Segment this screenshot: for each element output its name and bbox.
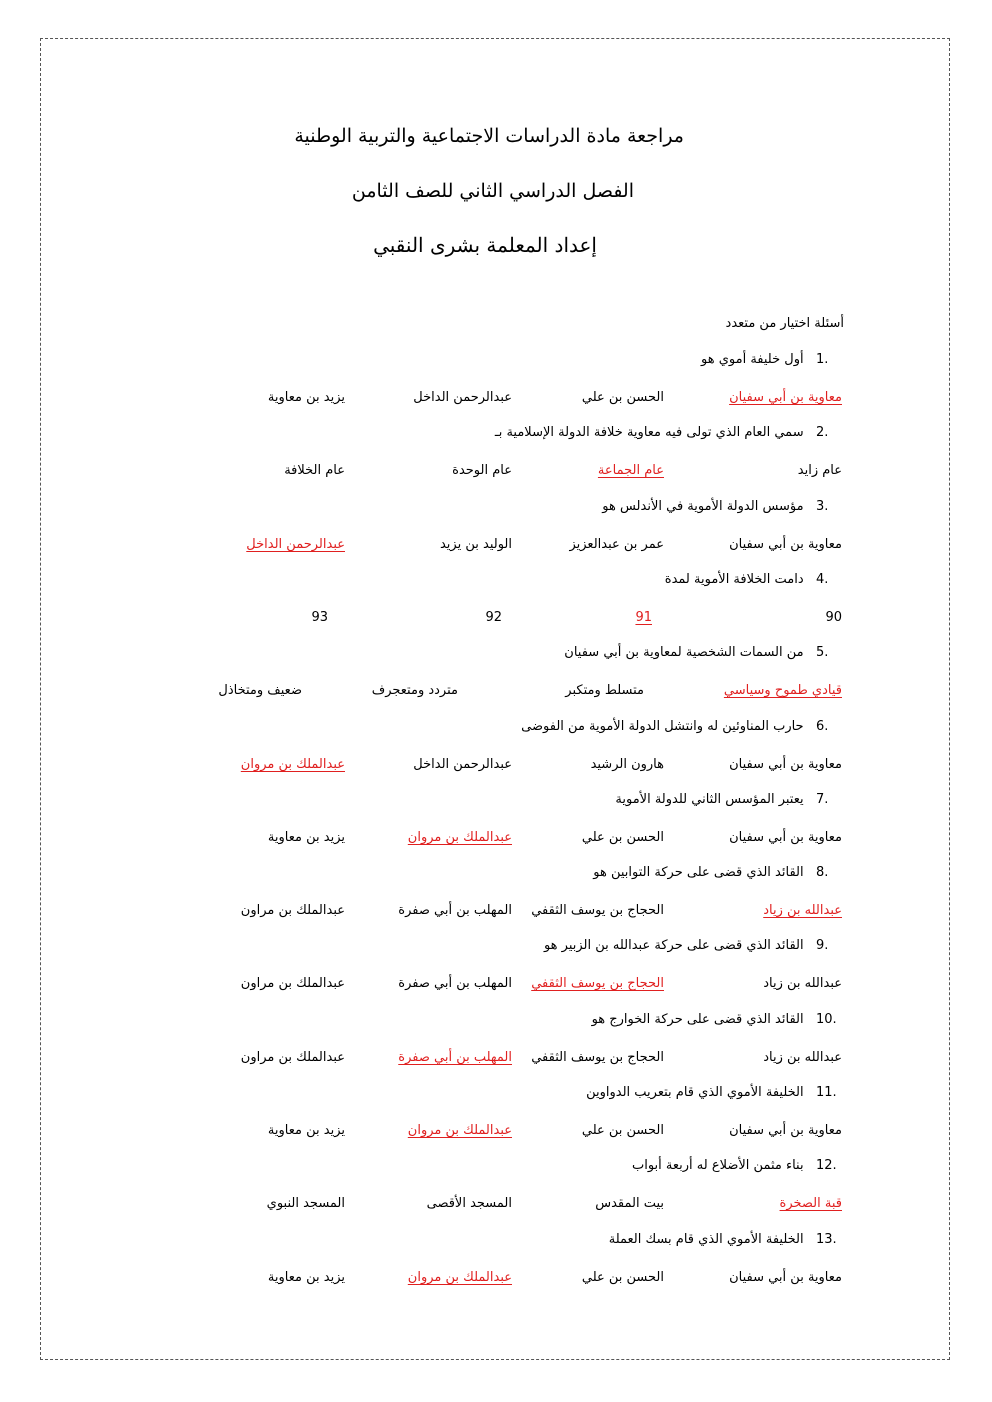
answer-option: المسجد النبوي bbox=[266, 1196, 345, 1211]
answer-option: متردد ومتعجرف bbox=[371, 683, 458, 698]
answer-option: عبدالملك بن مراون bbox=[240, 903, 345, 918]
options-row-1 bbox=[150, 390, 842, 412]
options-row-7 bbox=[150, 830, 842, 852]
answer-option: يزيد بن معاوية bbox=[267, 1270, 345, 1285]
correct-answer-option: عبدالملك بن مروان bbox=[407, 1123, 512, 1138]
answer-option: عام زايد bbox=[797, 463, 842, 478]
options-row-8 bbox=[150, 903, 842, 925]
answer-option: عبدالله بن زياد bbox=[763, 1050, 842, 1065]
answer-option: الحجاج بن يوسف الثقفي bbox=[531, 1050, 664, 1065]
question-text: الخليفة الأموي الذي قام بسك العملة bbox=[608, 1232, 808, 1247]
question-text: القائد الذي قضى على حركة عبدالله بن الزبير هو bbox=[543, 938, 808, 953]
answer-option: عبدالملك بن مراون bbox=[240, 1050, 345, 1065]
options-row-10 bbox=[150, 1050, 842, 1072]
answer-option: عبدالرحمن الداخل bbox=[413, 390, 512, 405]
section-title: أسئلة اختيار من متعدد bbox=[725, 316, 844, 331]
answer-option: هارون الرشيد bbox=[590, 757, 664, 772]
answer-option: عبدالله بن زياد bbox=[763, 976, 842, 991]
question-text: القائد الذي قضى على حركة الخوارج هو bbox=[591, 1012, 808, 1027]
question-10 bbox=[592, 1012, 842, 1027]
answer-option: عام الخلافة bbox=[284, 463, 345, 478]
question-number: 1. bbox=[816, 352, 829, 367]
question-text: من السمات الشخصية لمعاوية بن أبي سفيان bbox=[564, 645, 808, 660]
author-line: إعداد المعلمة بشرى النقبي bbox=[373, 233, 597, 257]
question-3 bbox=[602, 499, 842, 514]
correct-answer-option: الحجاج بن يوسف الثقفي bbox=[531, 976, 664, 991]
correct-answer-option: معاوية بن أبي سفيان bbox=[729, 390, 842, 405]
question-text: حارب المناوئين له وانتشل الدولة الأموية من الفوضى bbox=[521, 719, 808, 734]
question-6 bbox=[521, 719, 842, 734]
answer-option: الحسن بن علي bbox=[581, 390, 664, 405]
correct-answer-option: عبدالله بن زياد bbox=[763, 903, 842, 918]
answer-option: 90 bbox=[825, 610, 842, 625]
answer-option: عام الوحدة bbox=[452, 463, 512, 478]
question-11 bbox=[586, 1085, 842, 1100]
answer-option: يزيد بن معاوية bbox=[267, 830, 345, 845]
correct-answer-option: قيادي طموح وسياسي bbox=[723, 683, 842, 698]
question-number: 12. bbox=[816, 1158, 837, 1173]
question-4 bbox=[665, 572, 842, 587]
question-text: القائد الذي قضى على حركة التوابين هو bbox=[593, 865, 808, 880]
question-8 bbox=[593, 865, 842, 880]
answer-option: عبدالملك بن مراون bbox=[240, 976, 345, 991]
answer-option: يزيد بن معاوية bbox=[267, 1123, 345, 1138]
answer-option: المسجد الأقصى bbox=[426, 1196, 512, 1211]
answer-option: معاوية بن أبي سفيان bbox=[729, 757, 842, 772]
question-text: بناء مثمن الأضلاع له أربعة أبواب bbox=[631, 1158, 808, 1173]
question-number: 7. bbox=[816, 792, 829, 807]
options-row-3 bbox=[150, 537, 842, 559]
answer-option: معاوية بن أبي سفيان bbox=[729, 1270, 842, 1285]
answer-option: معاوية بن أبي سفيان bbox=[729, 830, 842, 845]
question-7 bbox=[615, 792, 842, 807]
question-5 bbox=[564, 645, 842, 660]
answer-option: الوليد بن يزيد bbox=[439, 537, 512, 552]
options-row-6 bbox=[150, 757, 842, 779]
correct-answer-option: عام الجماعة bbox=[597, 463, 664, 478]
answer-option: الحسن بن علي bbox=[581, 1123, 664, 1138]
options-row-12 bbox=[150, 1196, 842, 1218]
page-title: مراجعة مادة الدراسات الاجتماعية والتربية الوطنية bbox=[294, 125, 684, 147]
answer-option: الحسن بن علي bbox=[581, 830, 664, 845]
answer-option: الحسن بن علي bbox=[581, 1270, 664, 1285]
question-13 bbox=[609, 1232, 842, 1247]
question-number: 6. bbox=[816, 719, 829, 734]
answer-option: بيت المقدس bbox=[595, 1196, 664, 1211]
answer-option: عمر بن عبدالعزيز bbox=[569, 537, 664, 552]
question-number: 13. bbox=[816, 1232, 837, 1247]
question-text: أول خليفة أموي هو bbox=[701, 352, 808, 367]
options-row-2 bbox=[150, 463, 842, 485]
question-12 bbox=[632, 1158, 842, 1173]
question-text: سمي العام الذي تولى فيه معاوية خلافة الدولة الإسلامية بـ bbox=[494, 425, 808, 440]
correct-answer-option: عبدالملك بن مروان bbox=[240, 757, 345, 772]
correct-answer-option: قبة الصخرة bbox=[779, 1196, 842, 1211]
question-number: 3. bbox=[816, 499, 829, 514]
answer-option: يزيد بن معاوية bbox=[267, 390, 345, 405]
question-text: دامت الخلافة الأموية لمدة bbox=[664, 572, 808, 587]
options-row-13 bbox=[150, 1270, 842, 1292]
answer-option: الحجاج بن يوسف الثقفي bbox=[531, 903, 664, 918]
correct-answer-option: 91 bbox=[635, 610, 652, 625]
answer-option: المهلب بن أبي صفرة bbox=[398, 903, 512, 918]
answer-option: ضعيف ومتخاذل bbox=[218, 683, 302, 698]
question-text: الخليفة الأموي الذي قام بتعريب الدواوين bbox=[586, 1085, 808, 1100]
answer-option: عبدالرحمن الداخل bbox=[413, 757, 512, 772]
question-number: 11. bbox=[816, 1085, 837, 1100]
question-9 bbox=[544, 938, 842, 953]
correct-answer-option: عبدالرحمن الداخل bbox=[246, 537, 345, 552]
question-text: يعتبر المؤسس الثاني للدولة الأموية bbox=[615, 792, 808, 807]
question-2 bbox=[495, 425, 842, 440]
options-row-4 bbox=[150, 610, 842, 632]
correct-answer-option: عبدالملك بن مروان bbox=[407, 830, 512, 845]
options-row-9 bbox=[150, 976, 842, 998]
question-number: 8. bbox=[816, 865, 829, 880]
correct-answer-option: المهلب بن أبي صفرة bbox=[398, 1050, 512, 1065]
question-number: 2. bbox=[816, 425, 829, 440]
options-row-11 bbox=[150, 1123, 842, 1145]
question-number: 4. bbox=[816, 572, 829, 587]
question-number: 5. bbox=[816, 645, 829, 660]
answer-option: 92 bbox=[485, 610, 502, 625]
answer-option: المهلب بن أبي صفرة bbox=[398, 976, 512, 991]
question-text: مؤسس الدولة الأموية في الأندلس هو bbox=[602, 499, 808, 514]
page-subtitle: الفصل الدراسي الثاني للصف الثامن bbox=[351, 180, 634, 202]
question-1 bbox=[701, 352, 842, 367]
answer-option: متسلط ومتكبر bbox=[565, 683, 644, 698]
answer-option: 93 bbox=[311, 610, 328, 625]
answer-option: معاوية بن أبي سفيان bbox=[729, 1123, 842, 1138]
question-number: 9. bbox=[816, 938, 829, 953]
answer-option: معاوية بن أبي سفيان bbox=[729, 537, 842, 552]
question-number: 10. bbox=[816, 1012, 837, 1027]
correct-answer-option: عبدالملك بن مروان bbox=[407, 1270, 512, 1285]
options-row-5 bbox=[150, 683, 842, 705]
